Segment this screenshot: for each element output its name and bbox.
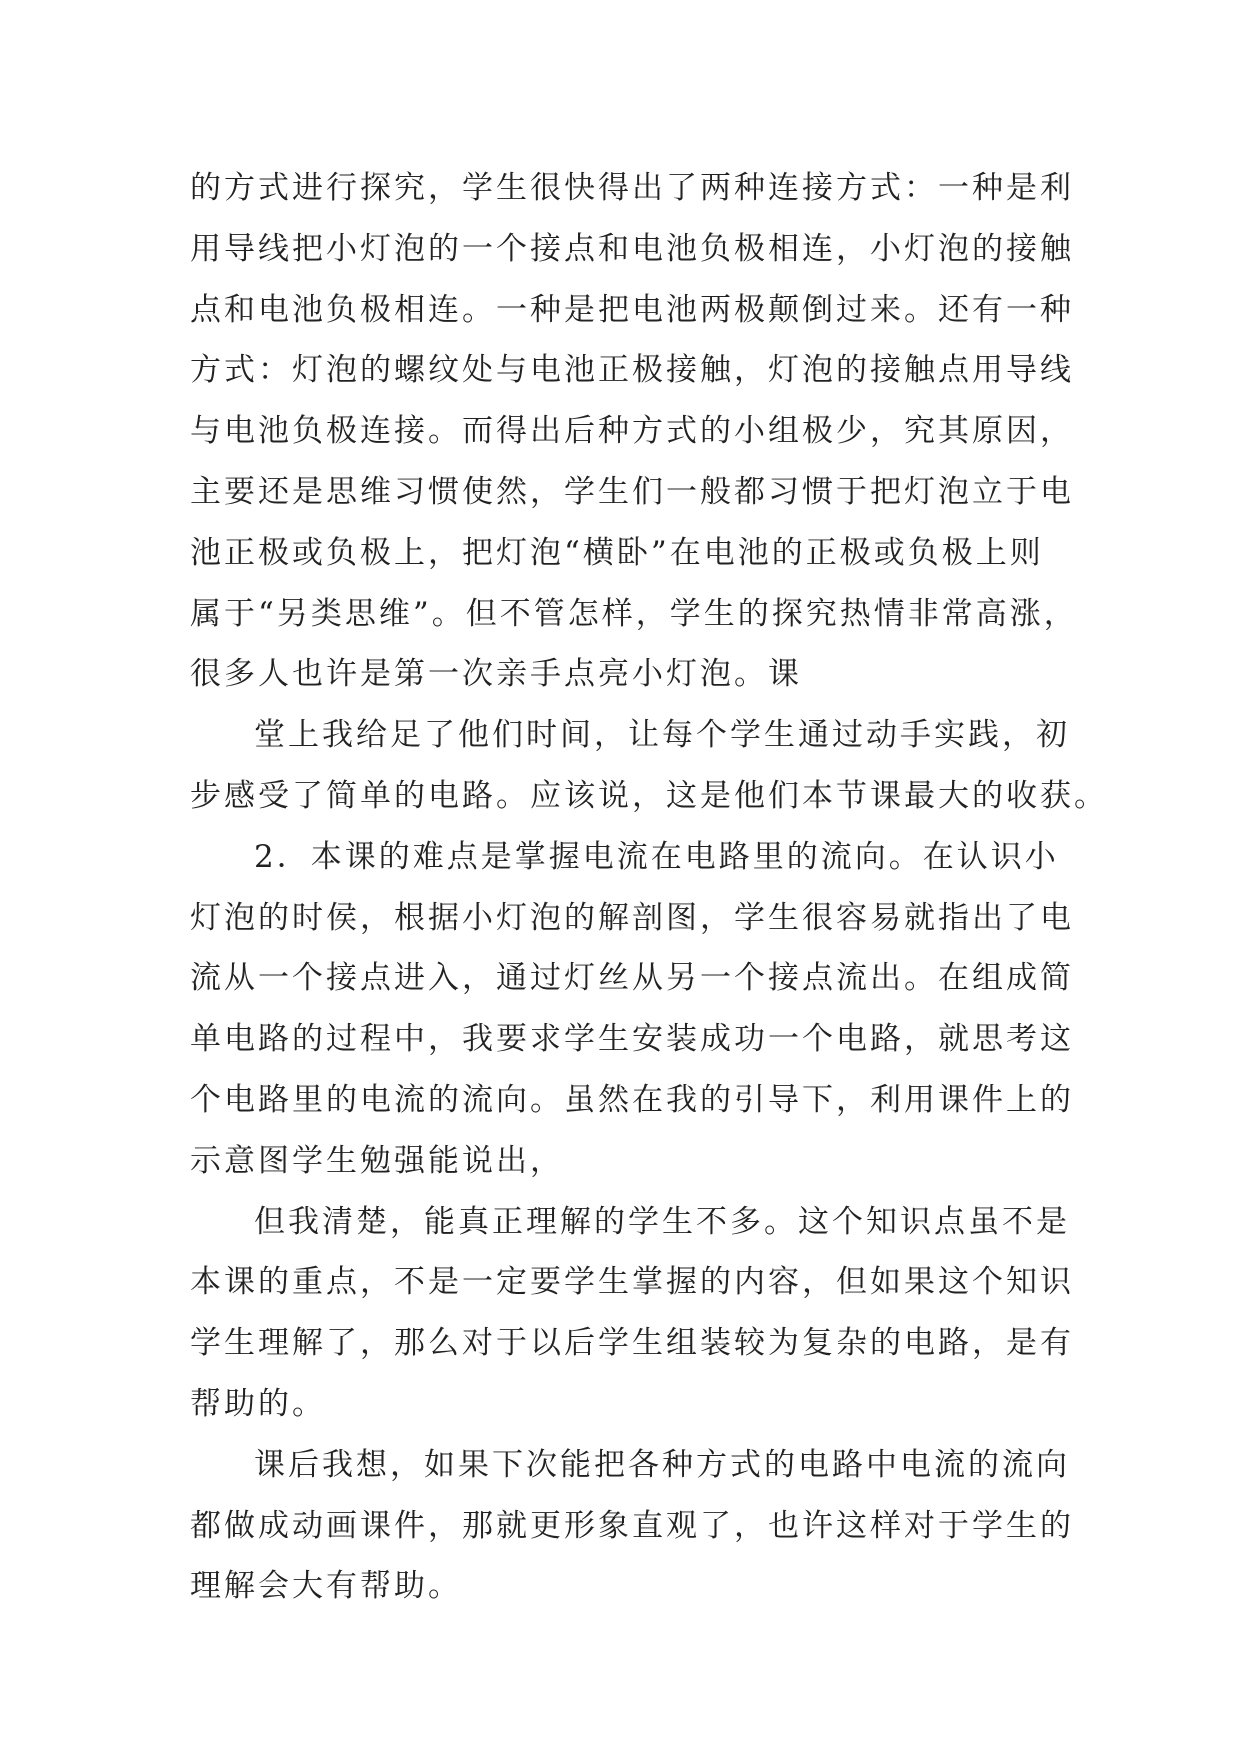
text-line: 都做成动画课件，那就更形象直观了，也许这样对于学生的 (190, 1507, 1074, 1544)
text-line: 主要还是思维习惯使然，学生们一般都习惯于把灯泡立于电 (190, 473, 1074, 510)
text-line: 池正极或负极上，把灯泡“横卧”在电池的正极或负极上则 (190, 534, 1044, 571)
paragraph-start-line: 课后我想，如果下次能把各种方式的电路中电流的流向 (254, 1446, 1070, 1483)
text-line: 流从一个接点进入，通过灯丝从另一个接点流出。在组成简 (190, 960, 1074, 997)
text-line: 很多人也许是第一次亲手点亮小灯泡。课 (190, 656, 802, 693)
paragraph-start-line: 堂上我给足了他们时间，让每个学生通过动手实践，初 (254, 717, 1070, 754)
text-line: 本课的重点，不是一定要学生掌握的内容，但如果这个知识 (190, 1264, 1074, 1301)
text-line: 与电池负极连接。而得出后种方式的小组极少，究其原因， (190, 413, 1074, 450)
text-line: 学生理解了，那么对于以后学生组装较为复杂的电路，是有 (190, 1325, 1074, 1362)
text-line: 示意图学生勉强能说出， (190, 1142, 564, 1179)
text-line: 用导线把小灯泡的一个接点和电池负极相连，小灯泡的接触 (190, 230, 1074, 267)
text-line: 方式：灯泡的螺纹处与电池正极接触，灯泡的接触点用导线 (190, 352, 1074, 389)
text-line: 步感受了简单的电路。应该说，这是他们本节课最大的收获。 (190, 777, 1108, 814)
text-line: 点和电池负极相连。一种是把电池两极颠倒过来。还有一种 (190, 291, 1074, 328)
text-line: 个电路里的电流的流向。虽然在我的引导下，利用课件上的 (190, 1081, 1074, 1118)
paragraph-start-line: 但我清楚，能真正理解的学生不多。这个知识点虽不是 (254, 1203, 1070, 1240)
paragraph-start-line: 2．本课的难点是掌握电流在电路里的流向。在认识小 (254, 838, 1059, 875)
text-line: 单电路的过程中，我要求学生安装成功一个电路，就思考这 (190, 1021, 1074, 1058)
text-line: 帮助的。 (190, 1385, 326, 1422)
text-line: 的方式进行探究，学生很快得出了两种连接方式：一种是利 (190, 170, 1074, 206)
text-line: 属于“另类思维”。但不管怎样，学生的探究热情非常高涨， (190, 595, 1078, 632)
body-text (190, 158, 1108, 1617)
text-line: 理解会大有帮助。 (190, 1568, 462, 1605)
text-line: 灯泡的时侯，根据小灯泡的解剖图，学生很容易就指出了电 (190, 899, 1074, 936)
